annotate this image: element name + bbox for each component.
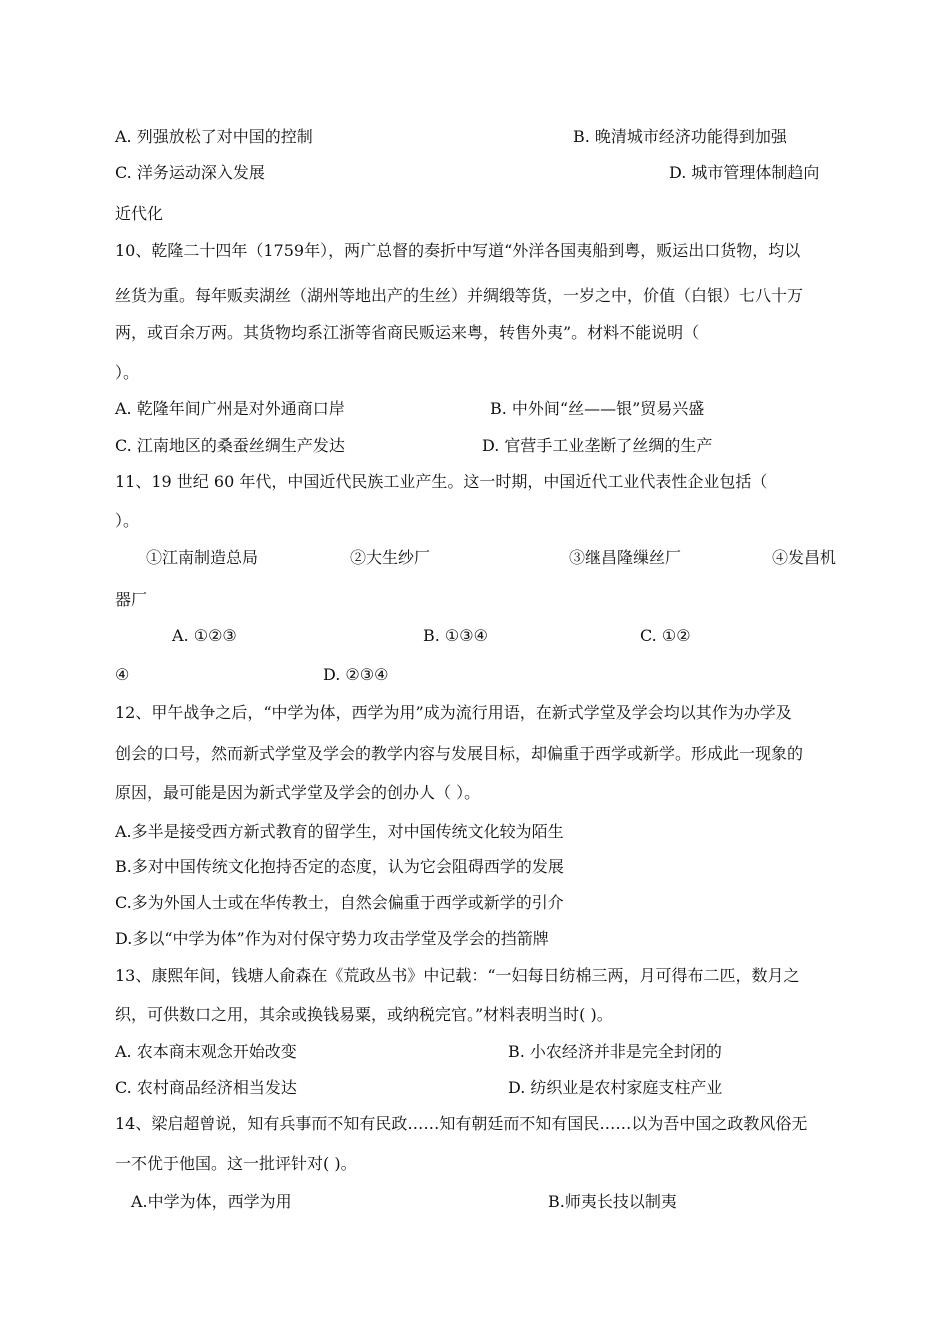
q11-item-4: ④发昌机 <box>772 548 837 567</box>
q11-option-d: D. ②③④ <box>323 665 389 684</box>
q11-item-4-continued: 器厂 <box>115 590 148 609</box>
q13-option-c: C. 农村商品经济相当发达 <box>115 1078 297 1097</box>
q12-option-a: A.多半是接受西方新式教育的留学生，对中国传统文化较为陌生 <box>115 822 564 841</box>
q10-stem-line-2: 丝货为重。每年贩卖湖丝（湖州等地出产的生丝）并绸缎等货，一岁之中，价值（白银）七八十万 <box>115 286 804 305</box>
q9-option-a: A. 列强放松了对中国的控制 <box>115 127 313 146</box>
q9-option-d: D. 城市管理体制趋向 <box>669 163 820 182</box>
q10-stem-line-3: 两，或百余万两。其货物均系江浙等省商民贩运来粤，转售外夷”。材料不能说明（ <box>115 323 700 342</box>
q12-option-d: D.多以“中学为体”作为对付保守势力攻击学堂及学会的挡箭牌 <box>115 929 549 948</box>
q14-stem-line-2: 一不优于他国。这一批评针对( )。 <box>115 1154 357 1173</box>
q10-option-c: C. 江南地区的桑蚕丝绸生产发达 <box>115 436 345 455</box>
q11-option-c: C. ①② <box>640 626 691 645</box>
q12-stem-line-1: 12、甲午战争之后，“中学为体，西学为用”成为流行用语，在新式学堂及学会均以其作为办学及 <box>115 703 792 722</box>
q13-stem-line-2: 织，可供数口之用，其余或换钱易粟，或纳税完官。”材料表明当时( )。 <box>115 1005 613 1024</box>
q10-stem-line-1: 10、乾隆二十四年（1759年），两广总督的奏折中写道“外洋各国夷船到粤，贩运出口货物，均以 <box>115 241 801 260</box>
q13-option-a: A. 农本商末观念开始改变 <box>115 1042 297 1061</box>
q13-stem-line-1: 13、康熙年间，钱塘人俞森在《荒政丛书》中记载：“一妇每日纺棉三两，月可得布二匹，数月之 <box>115 966 800 985</box>
q9-option-d-continued: 近代化 <box>115 204 164 223</box>
q11-option-c-continued: ④ <box>115 665 130 684</box>
q11-stem-line-1: 11、19 世纪 60 年代，中国近代民族工业产生。这一时期，中国近代工业代表性企业包括（ <box>115 472 768 491</box>
q14-option-a: A.中学为体，西学为用 <box>131 1192 292 1211</box>
q14-option-b: B.师夷长技以制夷 <box>548 1192 677 1211</box>
q10-option-d: D. 官营手工业垄断了丝绸的生产 <box>482 436 713 455</box>
q12-stem-line-3: 原因，最可能是因为新式学堂及学会的创办人（ ）。 <box>115 783 481 802</box>
q13-option-b: B. 小农经济并非是完全封闭的 <box>508 1042 722 1061</box>
q9-option-b: B. 晚清城市经济功能得到加强 <box>573 127 787 146</box>
q13-option-d: D. 纺织业是农村家庭支柱产业 <box>508 1078 723 1097</box>
q11-item-3: ③继昌隆缫丝厂 <box>569 548 682 567</box>
q10-stem-line-4: ）。 <box>115 363 140 382</box>
q12-option-c: C.多为外国人士或在华传教士，自然会偏重于西学或新学的引介 <box>115 893 564 912</box>
q10-option-b: B. 中外间“丝——银”贸易兴盛 <box>490 399 705 418</box>
q11-option-a: A. ①②③ <box>172 626 237 645</box>
q12-stem-line-2: 创会的口号，然而新式学堂及学会的教学内容与发展目标，却偏重于西学或新学。形成此一现象的 <box>115 744 804 763</box>
q14-stem-line-1: 14、梁启超曾说，知有兵事而不知有民政……知有朝廷而不知有国民……以为吾中国之政教风俗无 <box>115 1114 808 1133</box>
q10-option-a: A. 乾隆年间广州是对外通商口岸 <box>115 399 345 418</box>
q11-option-b: B. ①③④ <box>423 626 488 645</box>
q9-option-c: C. 洋务运动深入发展 <box>115 163 265 182</box>
q11-item-2: ②大生纱厂 <box>350 548 431 567</box>
q11-item-1: ①江南制造总局 <box>146 548 259 567</box>
q11-stem-line-2: ）。 <box>115 511 140 530</box>
q12-option-b: B.多对中国传统文化抱持否定的态度，认为它会阻碍西学的发展 <box>115 857 564 876</box>
